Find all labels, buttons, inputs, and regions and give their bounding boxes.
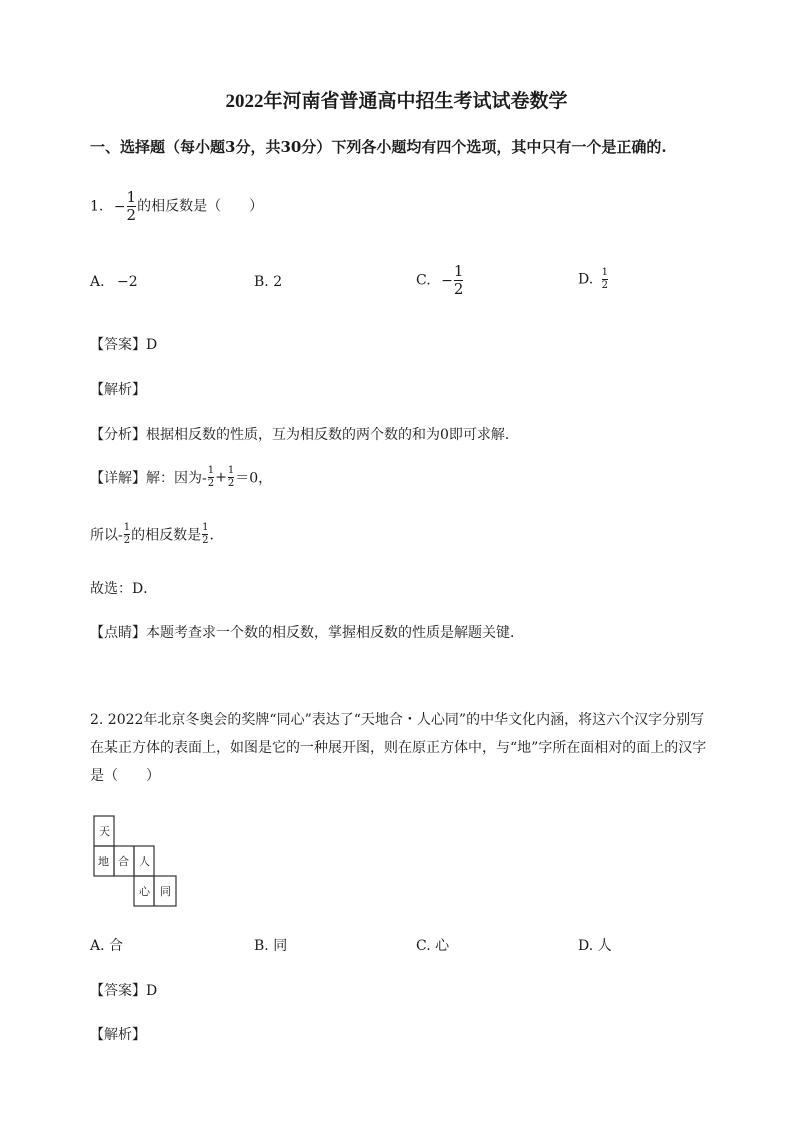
net-label-he: 合 (118, 855, 129, 868)
q1-option-c-fraction: $\frac{1}{2}$ (453, 262, 464, 298)
q1-guxuan: 故选：D． (90, 581, 158, 597)
section-heading: 一、选择题（每小题3分，共30分）下列各小题均有四个选项，其中只有一个是正确的. (90, 138, 667, 156)
page-title: 2022年河南省普通高中招生考试试卷数学 (225, 91, 568, 112)
q1-number: 1. (90, 198, 104, 215)
cube-net-figure (92, 814, 182, 914)
q1-frac-num: 1 (126, 188, 137, 206)
q1-suoyi: 所以- $\frac{1}{2}$ 的相反数是 $\frac{1}{2}$ ． (90, 522, 224, 546)
q1-option-b: B. 2 (254, 274, 283, 290)
q1-analysis-label: 【解析】 (90, 382, 146, 398)
q1-xiangjie: 【详解】解：因为- $\frac{1}{2}$ + $\frac{1}{2}$ ＝0， (90, 465, 273, 489)
q2-option-d: D. 人 (578, 938, 612, 954)
net-label-ren: 人 (139, 855, 150, 868)
net-label-tian: 天 (99, 825, 110, 838)
q2-option-a: A. 合 (90, 938, 124, 954)
q1-fraction (127, 190, 137, 223)
q1-answer: 【答案】D (90, 337, 158, 353)
q1-stem-tail: 的相反数是（ ） (137, 198, 264, 215)
net-label-di: 地 (98, 855, 109, 868)
q1-option-d: D. $\frac{1}{2}$ (578, 267, 609, 291)
q1-option-a: A. −2 (90, 274, 138, 290)
net-label-tong: 同 (160, 885, 171, 898)
q2-stem: 2. 2022年北京冬奥会的奖牌“同心”表达了“天地合・人心同”的中华文化内涵，将这六个汉字分别写在某正方体的表面上，如图是它的一种展开图，则在原正方体中，与“地”字所在面相对的面上的汉字是（ ） (90, 712, 707, 784)
net-label-xin: 心 (139, 885, 150, 898)
q1-frac-den: 2 (126, 206, 137, 224)
q1-minus: − (113, 198, 126, 215)
q1-stem (90, 190, 263, 223)
q2-option-c: C. 心 (416, 938, 450, 954)
q1-fenxi: 【分析】根据相反数的性质，互为相反数的两个数的和为0即可求解． (90, 427, 519, 443)
q1-option-d-fraction: $\frac{1}{2}$ (601, 267, 609, 291)
q2-answer: 【答案】D (90, 983, 158, 999)
q2-analysis-label: 【解析】 (90, 1027, 146, 1043)
q2-option-b: B. 同 (254, 938, 288, 954)
q1-option-c: C. − $\frac{1}{2}$ (416, 262, 464, 298)
q1-dianjing: 【点睛】本题考查求一个数的相反数，掌握相反数的性质是解题关键． (90, 625, 524, 641)
